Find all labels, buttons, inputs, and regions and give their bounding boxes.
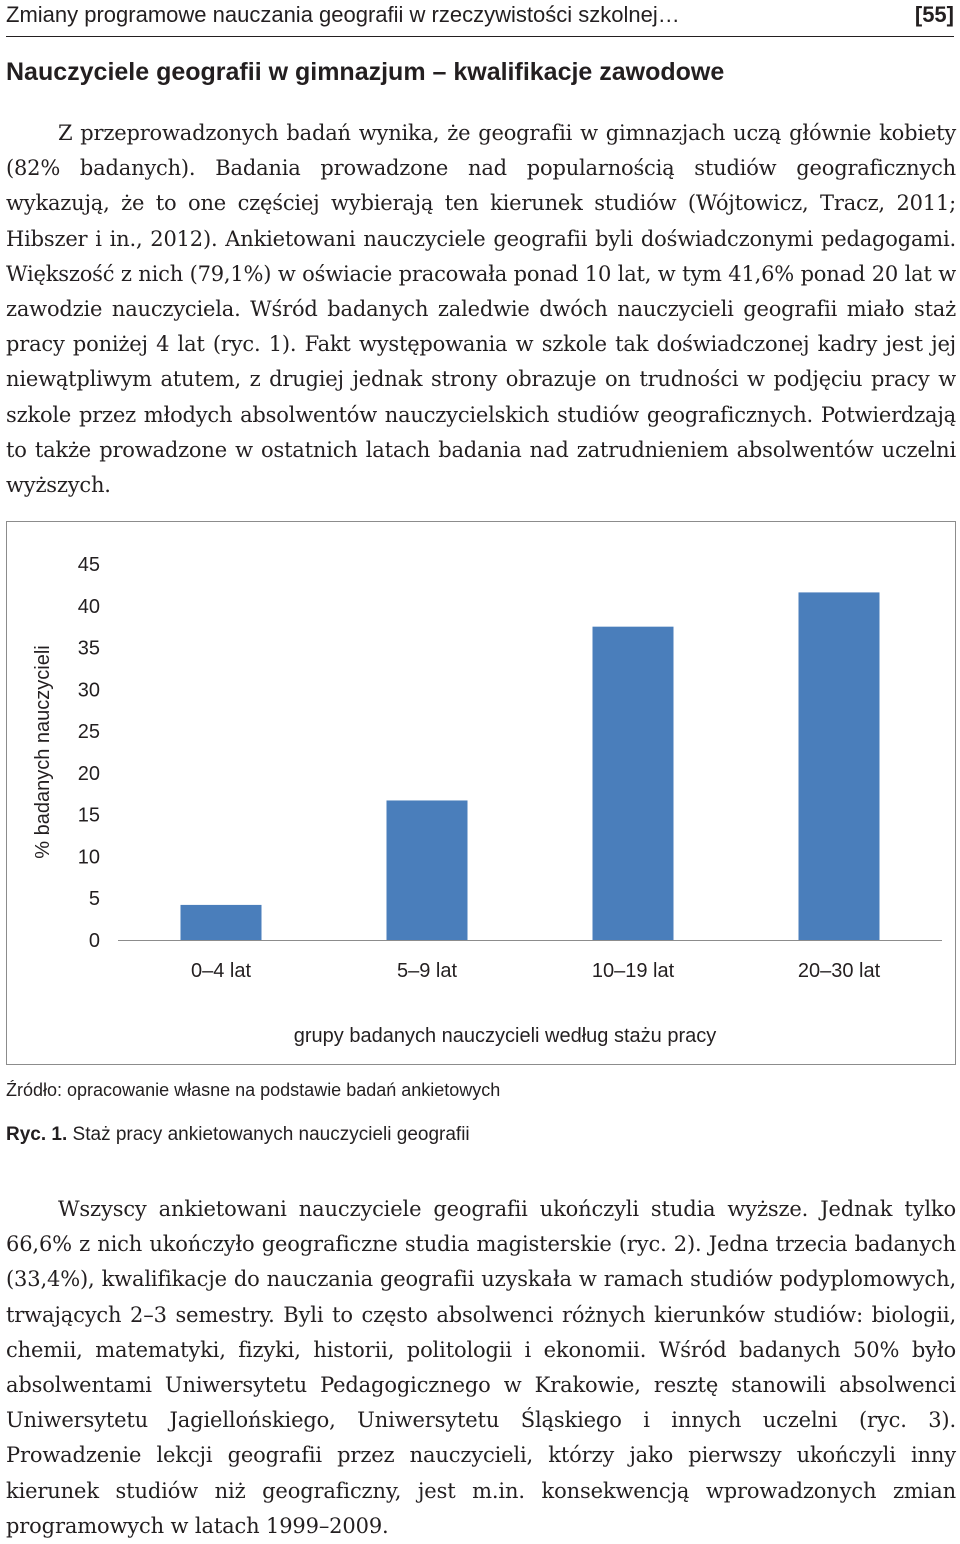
x-axis-title: grupy badanych nauczycieli według stażu pracy — [293, 1025, 717, 1047]
running-header — [6, 0, 954, 34]
y-tick-label: 15 — [77, 804, 100, 827]
x-tick-label: 0–4 lat — [190, 960, 252, 982]
y-tick-label: 45 — [77, 554, 100, 576]
x-tick-label: 5–9 lat — [396, 960, 458, 982]
paragraph-2: Wszyscy ankietowani nauczyciele geografii ukończyli studia wyższe. Jednak tylko 66,6% z nich ukończyło geograficzne studia magisterskie (ryc. 2). Jedna trzecia badanych (33,4%), kwalifikacje do nauczania geografii uzyskała w ramach studiów podyplomowych, trwających 2–3 semestry. Byli to często absolwenci różnych kierunków studiów: biologii, chemii, matematyki, fizyki, historii, politologii i ekonomii. Wśród badanych 50% było absolwentami Uniwersytetu Pedagogicznego w Krakowie, resztę stanowili absolwenci Uniwersytetu Jagiellońskiego, Uniwersytetu Śląskiego i innych uczelni (ryc. 3). Prowadzenie lekcji geografii przez nauczycieli, którzy jako pierwszy ukończyli inny kierunek studiów niż geograficzny, jest m.in. konsekwencją wprowadzonych zmian programowych w latach 1999–2009. — [6, 1197, 956, 1538]
bar — [181, 905, 262, 940]
y-tick-label: 40 — [77, 595, 100, 618]
y-tick-label: 10 — [77, 846, 100, 869]
page-number: [55] — [914, 2, 954, 27]
y-tick-label: 0 — [88, 930, 100, 952]
figure-chart — [6, 521, 956, 1065]
y-axis-title: % badanych nauczycieli — [32, 645, 54, 859]
y-tick-label: 5 — [88, 888, 100, 911]
figure-caption — [6, 1124, 470, 1146]
figure-source: Źródło: opracowanie własne na podstawie badań ankietowych — [6, 1080, 501, 1100]
section-heading: Nauczyciele geografii w gimnazjum – kwalifikacje zawodowe — [6, 58, 725, 86]
paragraph-1: Z przeprowadzonych badań wynika, że geografii w gimnazjach uczą głównie kobiety (82% badanych). Badania prowadzone nad popularnością studiów geograficznych wykazują, że to one częściej wybierają ten kierunek studiów (Wójtowicz, Tracz, 2011; Hibszer i in., 2012). Ankietowani nauczyciele geografii byli doświadczonymi pedagogami. Większość z nich (79,1%) w oświacie pracowała ponad 10 lat, w tym 41,6% ponad 20 lat w zawodzie nauczyciela. Wśród badanych zaledwie dwóch nauczycieli geografii miało staż pracy poniżej 4 lat (ryc. 1). Fakt występowania w szkole tak doświadczonej kadry jest jej niewątpliwym atutem, z drugiej jednak strony obrazuje on trudności w podjęciu pracy w szkole przez młodych absolwentów nauczycielskich studiów geograficznych. Potwierdzają to także prowadzone w ostatnich latach badania nad zatrudnieniem absolwentów uczelni wyższych. — [6, 121, 956, 498]
y-tick-label: 35 — [77, 637, 100, 660]
y-tick-label: 25 — [77, 721, 100, 744]
header-rule — [6, 36, 954, 37]
bar — [593, 627, 674, 940]
y-tick-label: 30 — [77, 679, 100, 702]
y-tick-label: 20 — [77, 762, 100, 785]
bar — [387, 800, 468, 940]
x-tick-label: 10–19 lat — [591, 960, 675, 982]
caption-text: Staż pracy ankietowanych nauczycieli geografii — [72, 1124, 470, 1145]
x-tick-label: 20–30 lat — [797, 960, 881, 982]
bar-chart — [7, 522, 955, 1064]
bar — [799, 592, 880, 940]
running-title: Zmiany programowe nauczania geografii w rzeczywistości szkolnej… — [6, 2, 680, 27]
caption-label: Ryc. 1. — [6, 1124, 68, 1145]
